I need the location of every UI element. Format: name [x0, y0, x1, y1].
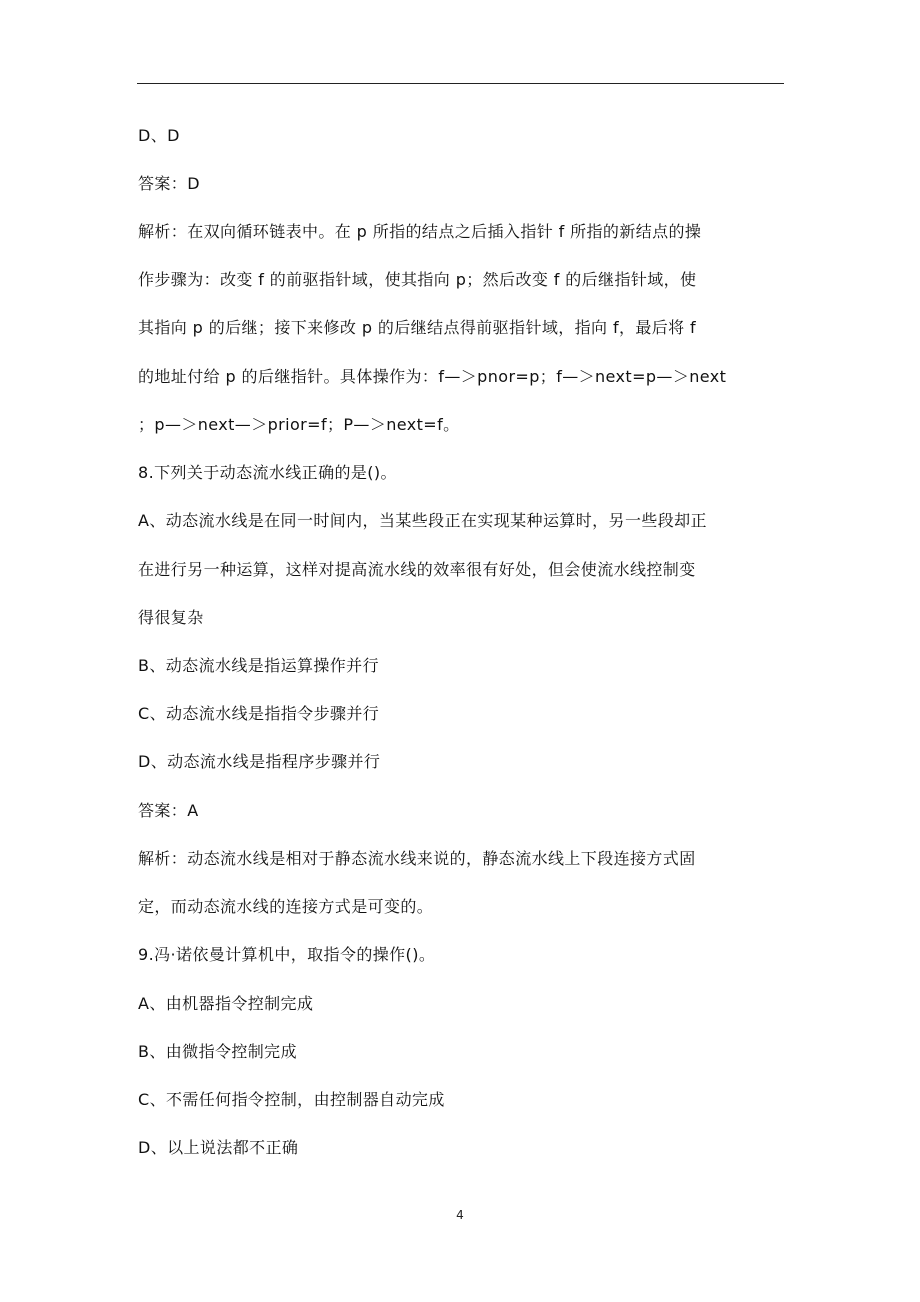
- q8-option-c: C、动态流水线是指指令步骤并行: [138, 704, 380, 723]
- q8-option-a-line-3: 得很复杂: [138, 608, 204, 627]
- analysis-prev-line-4: 的地址付给 p 的后继指针。具体操作为：f—＞pnor=p；f—＞next=p—＞next: [138, 367, 727, 386]
- analysis-prev-line-2: 作步骤为：改变 f 的前驱指针域，使其指向 p；然后改变 f 的后继指针域，使: [138, 270, 697, 289]
- q8-option-d: D、动态流水线是指程序步骤并行: [138, 752, 381, 771]
- option-d-prev: D、D: [138, 126, 180, 145]
- analysis-prev-line-3: 其指向 p 的后继；接下来修改 p 的后继结点得前驱指针域，指向 f，最后将 f: [138, 318, 697, 337]
- q9-option-a: A、由机器指令控制完成: [138, 994, 314, 1013]
- q9-option-d: D、以上说法都不正确: [138, 1138, 299, 1157]
- q8-analysis-line-1: 解析：动态流水线是相对于静态流水线来说的，静态流水线上下段连接方式固: [138, 849, 696, 868]
- q9-option-c: C、不需任何指令控制，由控制器自动完成: [138, 1090, 445, 1109]
- question-9: 9.冯·诺依曼计算机中，取指令的操作()。: [138, 945, 436, 964]
- q8-analysis-line-2: 定，而动态流水线的连接方式是可变的。: [138, 897, 434, 916]
- analysis-prev-line-5: ；p—＞next—＞prior=f；P—＞next=f。: [138, 415, 460, 434]
- page-number: 4: [456, 1208, 464, 1222]
- q8-option-b: B、动态流水线是指运算操作并行: [138, 656, 379, 675]
- q8-option-a-line-2: 在进行另一种运算，这样对提高流水线的效率很有好处，但会使流水线控制变: [138, 560, 696, 579]
- q8-answer: 答案：A: [138, 801, 199, 820]
- q9-option-b: B、由微指令控制完成: [138, 1042, 297, 1061]
- answer-prev: 答案：D: [138, 174, 200, 193]
- analysis-prev-line-1: 解析：在双向循环链表中。在 p 所指的结点之后插入指针 f 所指的新结点的操: [138, 222, 702, 241]
- question-8: 8.下列关于动态流水线正确的是()。: [138, 463, 397, 482]
- header-rule: [137, 83, 784, 84]
- q8-option-a-line-1: A、动态流水线是在同一时间内，当某些段正在实现某种运算时，另一些段却正: [138, 511, 707, 530]
